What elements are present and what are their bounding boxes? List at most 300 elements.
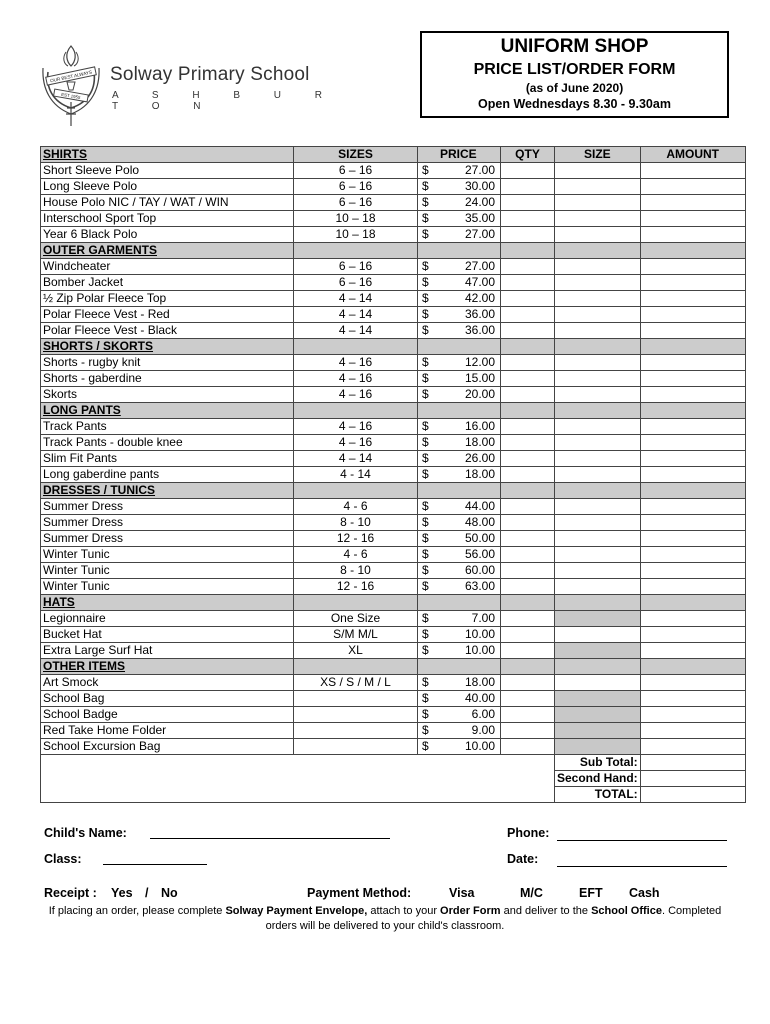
section-header-row <box>41 243 746 259</box>
size-input[interactable] <box>555 195 641 211</box>
size-input[interactable] <box>555 323 641 339</box>
item-sizes: 6 – 16 <box>294 195 418 211</box>
dollar-sign: $ <box>418 611 441 627</box>
empty-cell <box>294 659 418 675</box>
amount-input[interactable] <box>640 195 745 211</box>
qty-input[interactable] <box>501 627 555 643</box>
qty-input[interactable] <box>501 211 555 227</box>
section-title: OUTER GARMENTS <box>41 243 294 259</box>
item-sizes: 8 - 10 <box>294 515 418 531</box>
empty-cell <box>294 483 418 499</box>
item-name: Red Take Home Folder <box>41 723 294 739</box>
qty-input[interactable] <box>501 195 555 211</box>
item-sizes: 4 – 14 <box>294 291 418 307</box>
table-row <box>41 259 746 275</box>
item-name: Windcheater <box>41 259 294 275</box>
section-title: HATS <box>41 595 294 611</box>
empty-cell <box>440 595 501 611</box>
dollar-sign: $ <box>418 259 441 275</box>
item-price: 44.00 <box>440 499 501 515</box>
table-row <box>41 323 746 339</box>
dollar-sign: $ <box>418 739 441 755</box>
dollar-sign: $ <box>418 323 441 339</box>
item-name: Summer Dress <box>41 499 294 515</box>
size-input <box>555 611 641 627</box>
dollar-sign: $ <box>418 723 441 739</box>
section-header-row <box>41 339 746 355</box>
table-row <box>41 371 746 387</box>
amount-input[interactable] <box>640 739 745 755</box>
item-price: 24.00 <box>440 195 501 211</box>
dollar-sign: $ <box>418 419 441 435</box>
item-name: School Excursion Bag <box>41 739 294 755</box>
section-header-row <box>41 595 746 611</box>
total-row <box>41 755 746 771</box>
amount-input[interactable] <box>640 531 745 547</box>
dollar-sign: $ <box>418 307 441 323</box>
qty-input[interactable] <box>501 563 555 579</box>
empty-cell <box>555 659 641 675</box>
item-sizes <box>294 707 418 723</box>
amount-input[interactable] <box>640 579 745 595</box>
item-sizes: 4 - 14 <box>294 467 418 483</box>
item-price: 50.00 <box>440 531 501 547</box>
dollar-sign: $ <box>418 547 441 563</box>
empty-cell <box>418 659 441 675</box>
amount-input[interactable] <box>640 499 745 515</box>
size-input[interactable] <box>555 579 641 595</box>
size-input[interactable] <box>555 227 641 243</box>
dollar-sign: $ <box>418 515 441 531</box>
note-envelope: Solway Payment Envelope, <box>225 905 368 917</box>
total-label: Second Hand: <box>555 771 641 787</box>
table-row <box>41 675 746 691</box>
table-row <box>41 467 746 483</box>
qty-input[interactable] <box>501 531 555 547</box>
form-date: (as of June 2020) <box>525 81 624 95</box>
item-price: 15.00 <box>440 371 501 387</box>
item-price: 35.00 <box>440 211 501 227</box>
table-row <box>41 419 746 435</box>
empty-cell <box>501 483 555 499</box>
item-name: Winter Tunic <box>41 579 294 595</box>
section-header-row <box>41 483 746 499</box>
school-location: A S H B U R T O N <box>112 90 338 112</box>
item-name: Polar Fleece Vest - Black <box>41 323 294 339</box>
empty-cell <box>640 403 745 419</box>
size-input[interactable] <box>555 467 641 483</box>
item-sizes: 12 - 16 <box>294 579 418 595</box>
size-input[interactable] <box>555 179 641 195</box>
empty-cell <box>501 595 555 611</box>
dollar-sign: $ <box>418 531 441 547</box>
item-price: 10.00 <box>440 627 501 643</box>
item-price: 63.00 <box>440 579 501 595</box>
empty-cell <box>640 483 745 499</box>
qty-input[interactable] <box>501 547 555 563</box>
dollar-sign: $ <box>418 563 441 579</box>
empty-cell <box>640 595 745 611</box>
note-text: attach to your <box>367 905 441 917</box>
qty-input[interactable] <box>501 691 555 707</box>
qty-input[interactable] <box>501 355 555 371</box>
qty-input[interactable] <box>501 467 555 483</box>
dollar-sign: $ <box>418 467 441 483</box>
item-sizes: 6 – 16 <box>294 163 418 179</box>
table-row <box>41 435 746 451</box>
item-price: 40.00 <box>440 691 501 707</box>
amount-input[interactable] <box>640 515 745 531</box>
payment-cash-option[interactable]: Cash <box>629 886 660 900</box>
qty-input[interactable] <box>501 371 555 387</box>
item-name: Track Pants <box>41 419 294 435</box>
dollar-sign: $ <box>418 579 441 595</box>
qty-input[interactable] <box>501 499 555 515</box>
class-field[interactable] <box>103 864 207 865</box>
empty-cell <box>440 659 501 675</box>
amount-input[interactable] <box>640 419 745 435</box>
empty-cell <box>440 243 501 259</box>
item-sizes <box>294 739 418 755</box>
item-name: Summer Dress <box>41 515 294 531</box>
size-input[interactable] <box>555 563 641 579</box>
size-input[interactable] <box>555 499 641 515</box>
item-sizes: 4 – 16 <box>294 371 418 387</box>
size-input[interactable] <box>555 211 641 227</box>
size-input <box>555 691 641 707</box>
section-title: SHORTS / SKORTS <box>41 339 294 355</box>
empty-cell <box>418 243 441 259</box>
school-logo <box>40 42 340 128</box>
qty-input[interactable] <box>501 387 555 403</box>
table-row <box>41 531 746 547</box>
amount-input[interactable] <box>640 563 745 579</box>
item-price: 9.00 <box>440 723 501 739</box>
dollar-sign: $ <box>418 387 441 403</box>
item-price: 6.00 <box>440 707 501 723</box>
form-subtitle: PRICE LIST/ORDER FORM <box>473 61 676 78</box>
qty-input[interactable] <box>501 275 555 291</box>
item-sizes: 4 - 6 <box>294 547 418 563</box>
item-sizes: 6 – 16 <box>294 179 418 195</box>
amount-input[interactable] <box>640 675 745 691</box>
item-sizes: 4 – 16 <box>294 355 418 371</box>
qty-input[interactable] <box>501 259 555 275</box>
empty-cell <box>501 659 555 675</box>
empty-cell <box>418 339 441 355</box>
total-amount-input[interactable] <box>640 755 745 771</box>
size-input[interactable] <box>555 259 641 275</box>
amount-input[interactable] <box>640 643 745 659</box>
qty-input[interactable] <box>501 611 555 627</box>
section-header-row <box>41 403 746 419</box>
empty-cell <box>440 339 501 355</box>
size-input <box>555 739 641 755</box>
qty-input[interactable] <box>501 323 555 339</box>
qty-input[interactable] <box>501 163 555 179</box>
amount-input[interactable] <box>640 691 745 707</box>
section-title: DRESSES / TUNICS <box>41 483 294 499</box>
dollar-sign: $ <box>418 355 441 371</box>
amount-input[interactable] <box>640 291 745 307</box>
size-input[interactable] <box>555 387 641 403</box>
item-sizes: 6 – 16 <box>294 259 418 275</box>
price-table <box>40 146 746 803</box>
table-row <box>41 579 746 595</box>
dollar-sign: $ <box>418 451 441 467</box>
phone-label: Phone: <box>507 826 550 840</box>
qty-input[interactable] <box>501 515 555 531</box>
order-instructions <box>40 904 730 934</box>
total-label: TOTAL: <box>555 787 641 803</box>
table-row <box>41 275 746 291</box>
qty-input[interactable] <box>501 227 555 243</box>
amount-input[interactable] <box>640 227 745 243</box>
table-row <box>41 563 746 579</box>
table-row <box>41 179 746 195</box>
empty-cell <box>294 339 418 355</box>
note-school-office: School Office <box>591 905 662 917</box>
size-input[interactable] <box>555 675 641 691</box>
dollar-sign: $ <box>418 627 441 643</box>
size-input[interactable] <box>555 515 641 531</box>
table-row <box>41 611 746 627</box>
note-order-form: Order Form <box>440 905 501 917</box>
school-crest-icon <box>40 42 102 128</box>
item-name: Skorts <box>41 387 294 403</box>
header-size: SIZE <box>555 147 641 163</box>
empty-cell <box>294 403 418 419</box>
totals-blank <box>41 755 555 771</box>
item-name: Bomber Jacket <box>41 275 294 291</box>
dollar-sign: $ <box>418 195 441 211</box>
qty-input[interactable] <box>501 723 555 739</box>
empty-cell <box>555 243 641 259</box>
item-name: Slim Fit Pants <box>41 451 294 467</box>
size-input[interactable] <box>555 627 641 643</box>
item-name: Winter Tunic <box>41 563 294 579</box>
item-sizes <box>294 691 418 707</box>
qty-input[interactable] <box>501 579 555 595</box>
item-price: 20.00 <box>440 387 501 403</box>
item-sizes: 4 - 6 <box>294 499 418 515</box>
item-price: 26.00 <box>440 451 501 467</box>
item-name: Polar Fleece Vest - Red <box>41 307 294 323</box>
empty-cell <box>640 339 745 355</box>
size-input <box>555 643 641 659</box>
qty-input[interactable] <box>501 291 555 307</box>
qty-input[interactable] <box>501 707 555 723</box>
size-input[interactable] <box>555 435 641 451</box>
totals-blank <box>41 787 555 803</box>
table-row <box>41 499 746 515</box>
item-price: 18.00 <box>440 675 501 691</box>
amount-input[interactable] <box>640 435 745 451</box>
item-sizes: 10 – 18 <box>294 227 418 243</box>
item-price: 18.00 <box>440 435 501 451</box>
item-sizes: S/M M/L <box>294 627 418 643</box>
date-label: Date: <box>507 852 539 866</box>
amount-input[interactable] <box>640 259 745 275</box>
size-input[interactable] <box>555 371 641 387</box>
phone-field[interactable] <box>557 840 727 841</box>
item-name: Shorts - rugby knit <box>41 355 294 371</box>
item-name: School Badge <box>41 707 294 723</box>
item-price: 30.00 <box>440 179 501 195</box>
qty-input[interactable] <box>501 419 555 435</box>
dollar-sign: $ <box>418 675 441 691</box>
table-row <box>41 723 746 739</box>
amount-input[interactable] <box>640 627 745 643</box>
amount-input[interactable] <box>640 723 745 739</box>
section-header-row <box>41 659 746 675</box>
item-sizes: 8 - 10 <box>294 563 418 579</box>
payment-eft-option[interactable]: EFT <box>579 886 603 900</box>
qty-input[interactable] <box>501 179 555 195</box>
empty-cell <box>501 403 555 419</box>
item-name: Long Sleeve Polo <box>41 179 294 195</box>
empty-cell <box>294 243 418 259</box>
item-sizes: 4 – 16 <box>294 435 418 451</box>
size-input[interactable] <box>555 355 641 371</box>
amount-input[interactable] <box>640 179 745 195</box>
size-input[interactable] <box>555 291 641 307</box>
item-price: 48.00 <box>440 515 501 531</box>
amount-input[interactable] <box>640 451 745 467</box>
amount-input[interactable] <box>640 275 745 291</box>
amount-input[interactable] <box>640 211 745 227</box>
item-price: 16.00 <box>440 419 501 435</box>
header-shirts: SHIRTS <box>41 147 294 163</box>
table-row <box>41 307 746 323</box>
totals-blank <box>41 771 555 787</box>
amount-input[interactable] <box>640 307 745 323</box>
dollar-sign: $ <box>418 691 441 707</box>
payment-visa-option[interactable]: Visa <box>449 886 475 900</box>
empty-cell <box>440 483 501 499</box>
item-name: Bucket Hat <box>41 627 294 643</box>
item-price: 60.00 <box>440 563 501 579</box>
qty-input[interactable] <box>501 675 555 691</box>
item-name: Interschool Sport Top <box>41 211 294 227</box>
receipt-no-option[interactable]: No <box>161 886 178 900</box>
item-name: Extra Large Surf Hat <box>41 643 294 659</box>
empty-cell <box>418 483 441 499</box>
item-price: 36.00 <box>440 307 501 323</box>
item-price: 36.00 <box>440 323 501 339</box>
size-input[interactable] <box>555 275 641 291</box>
size-input[interactable] <box>555 547 641 563</box>
empty-cell <box>418 403 441 419</box>
qty-input[interactable] <box>501 643 555 659</box>
size-input <box>555 707 641 723</box>
item-name: Winter Tunic <box>41 547 294 563</box>
school-name: Solway Primary School <box>110 64 310 85</box>
amount-input[interactable] <box>640 371 745 387</box>
item-price: 27.00 <box>440 259 501 275</box>
table-row <box>41 211 746 227</box>
empty-cell <box>555 595 641 611</box>
dollar-sign: $ <box>418 291 441 307</box>
qty-input[interactable] <box>501 451 555 467</box>
item-price: 7.00 <box>440 611 501 627</box>
size-input[interactable] <box>555 531 641 547</box>
table-row <box>41 195 746 211</box>
amount-input[interactable] <box>640 707 745 723</box>
item-sizes: 6 – 16 <box>294 275 418 291</box>
amount-input[interactable] <box>640 547 745 563</box>
item-name: Legionnaire <box>41 611 294 627</box>
header-sizes: SIZES <box>294 147 418 163</box>
total-label: Sub Total: <box>555 755 641 771</box>
size-input[interactable] <box>555 419 641 435</box>
amount-input[interactable] <box>640 163 745 179</box>
qty-input[interactable] <box>501 739 555 755</box>
item-sizes: 10 – 18 <box>294 211 418 227</box>
total-amount-input[interactable] <box>640 787 745 803</box>
receipt-yes-option[interactable]: Yes <box>111 886 133 900</box>
table-row <box>41 227 746 243</box>
crest-motto: OUR BEST ALWAYS <box>49 69 93 84</box>
total-amount-input[interactable] <box>640 771 745 787</box>
amount-input[interactable] <box>640 467 745 483</box>
payment-method-label: Payment Method: <box>307 886 412 900</box>
amount-input[interactable] <box>640 387 745 403</box>
item-name: School Bag <box>41 691 294 707</box>
item-name: Art Smock <box>41 675 294 691</box>
item-price: 27.00 <box>440 163 501 179</box>
payment-mc-option[interactable]: M/C <box>520 886 543 900</box>
empty-cell <box>555 483 641 499</box>
child-name-field[interactable] <box>150 838 390 839</box>
qty-input[interactable] <box>501 435 555 451</box>
size-input <box>555 723 641 739</box>
empty-cell <box>555 403 641 419</box>
item-sizes: 4 – 16 <box>294 419 418 435</box>
item-sizes: 4 – 14 <box>294 451 418 467</box>
table-row <box>41 355 746 371</box>
amount-input[interactable] <box>640 355 745 371</box>
item-name: House Polo NIC / TAY / WAT / WIN <box>41 195 294 211</box>
header-amount: AMOUNT <box>640 147 745 163</box>
empty-cell <box>555 339 641 355</box>
table-row <box>41 643 746 659</box>
table-row <box>41 627 746 643</box>
opening-hours: Open Wednesdays 8.30 - 9.30am <box>478 97 671 111</box>
section-title: LONG PANTS <box>41 403 294 419</box>
item-name: Year 6 Black Polo <box>41 227 294 243</box>
table-row <box>41 451 746 467</box>
table-row <box>41 547 746 563</box>
amount-input[interactable] <box>640 323 745 339</box>
dollar-sign: $ <box>418 163 441 179</box>
note-text: If placing an order, please complete <box>48 905 226 917</box>
qty-input[interactable] <box>501 307 555 323</box>
date-field[interactable] <box>557 866 727 867</box>
size-input[interactable] <box>555 307 641 323</box>
size-input[interactable] <box>555 451 641 467</box>
empty-cell <box>640 243 745 259</box>
dollar-sign: $ <box>418 435 441 451</box>
empty-cell <box>640 659 745 675</box>
table-row <box>41 739 746 755</box>
empty-cell <box>294 595 418 611</box>
amount-input[interactable] <box>640 611 745 627</box>
dollar-sign: $ <box>418 643 441 659</box>
item-name: Track Pants - double knee <box>41 435 294 451</box>
size-input[interactable] <box>555 163 641 179</box>
table-row <box>41 691 746 707</box>
